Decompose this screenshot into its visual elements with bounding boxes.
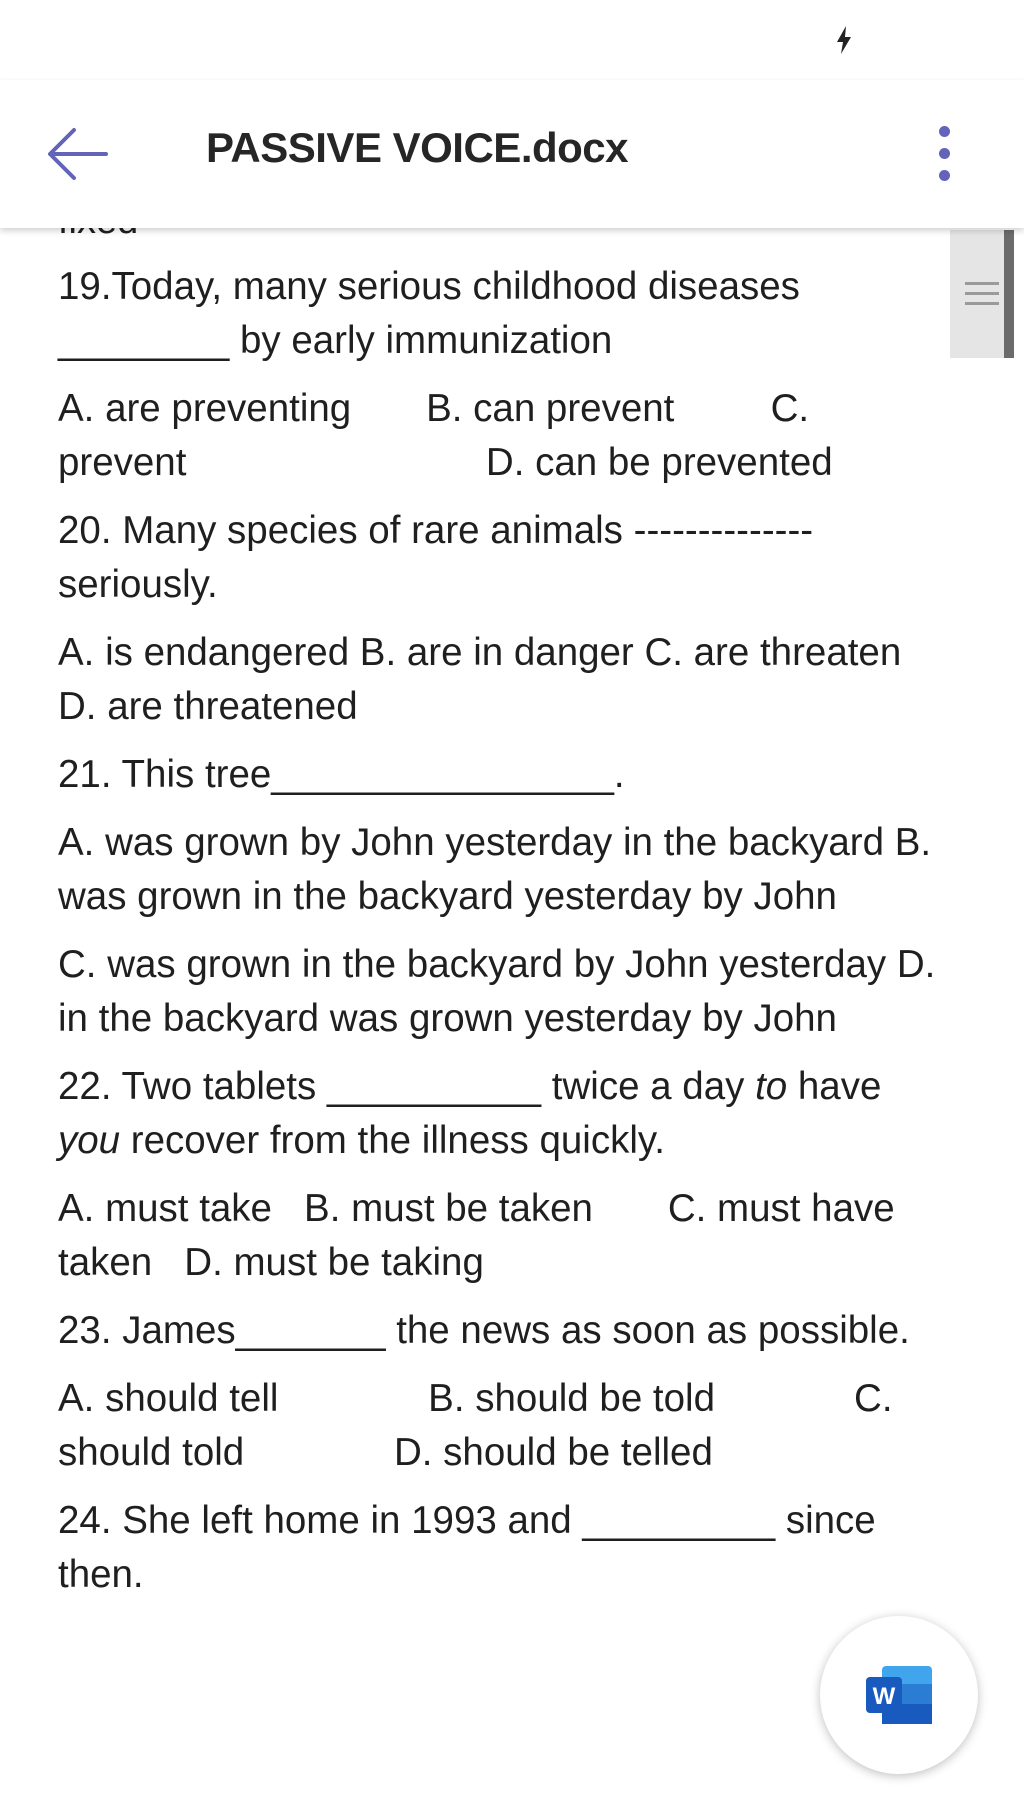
charging-bolt-icon [832,24,856,56]
more-vertical-icon [939,126,950,137]
document-title: PASSIVE VOICE.docx [206,124,629,171]
microsoft-word-icon [862,1664,936,1726]
svg-text:W: W [872,1683,896,1710]
question-21: 21. This tree________________. [58,753,625,796]
arrow-left-icon [40,116,116,192]
answers-21-ab: A. was grown by John yesterday in the backyard B. was grown in the backyard yesterday by John [58,821,942,918]
question-24: 24. She left home in 1993 and _________ since then. [58,1499,887,1596]
document-body[interactable] [0,228,1024,1820]
back-button[interactable] [40,116,116,192]
status-bar [0,0,1024,80]
more-options-button[interactable] [922,124,968,184]
answers-21-cd: C. was grown in the backyard by John yesterday D. in the backyard was grown yesterday by John [58,943,947,1040]
question-19: 19.Today, many serious childhood diseases ________ by early immunization [58,265,811,362]
question-22: 22. Two tablets __________ twice a day to have you recover from the illness quickly. [58,1065,893,1162]
open-in-word-button[interactable] [820,1616,978,1774]
answers-19: A. are preventing B. can prevent C. prevent D. can be prevented [58,387,833,484]
scrollbar-thumb[interactable] [950,230,1014,358]
app-bar [0,80,1024,228]
document-content [58,260,947,1616]
answers-22: A. must take B. must be taken C. must have taken D. must be taking [58,1187,906,1284]
question-20: 20. Many species of rare animals -------------- seriously. [58,509,824,606]
question-23: 23. James_______ the news as soon as possible. [58,1309,910,1352]
drag-handle-icon [965,282,999,285]
answers-20: A. is endangered B. are in danger C. are threaten D. are threatened [58,631,934,728]
answers-23: A. should tell B. should be told C. should told D. should be telled [58,1377,904,1474]
